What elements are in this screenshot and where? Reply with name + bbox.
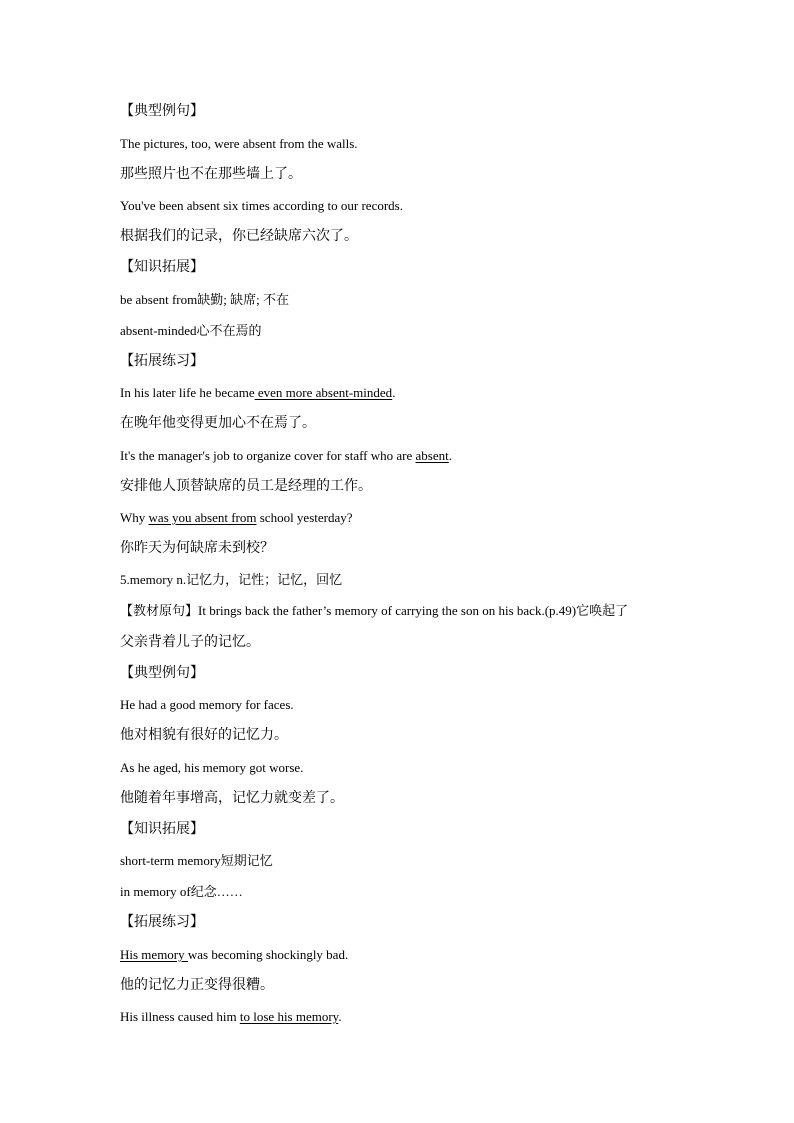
heading-typical-examples: 【典型例句】	[120, 104, 204, 119]
practice-sentence-cn: 你昨天为何缺席未到校？	[120, 541, 274, 556]
practice-sentence-en: His illness caused him to lose his memory.	[120, 1009, 342, 1024]
example-sentence-cn: 他对相貌有很好的记忆力。	[120, 728, 288, 743]
practice-sentence-cn: 他的记忆力正变得很糟。	[120, 978, 274, 993]
phrase-entry: be absent from缺勤; 缺席; 不在	[120, 292, 289, 307]
phrase-entry: in memory of纪念……	[120, 884, 243, 899]
practice-sentence-en: His memory was becoming shockingly bad.	[120, 947, 349, 962]
practice-sentence-cn: 在晚年他变得更加心不在焉了。	[120, 416, 316, 431]
example-sentence-en: As he aged, his memory got worse.	[120, 760, 304, 775]
phrase-entry: short-term memory短期记忆	[120, 853, 273, 868]
heading-extension-practice: 【拓展练习】	[120, 915, 204, 930]
example-sentence-en: The pictures, too, were absent from the walls.	[120, 136, 358, 151]
vocabulary-entry: 5.memory n.记忆力，记性；记忆，回忆	[120, 572, 343, 587]
answer-blank: even more absent-minded	[254, 385, 393, 400]
heading-typical-examples: 【典型例句】	[120, 666, 204, 681]
heading-extension-practice: 【拓展练习】	[120, 354, 204, 369]
answer-blank: His memory	[120, 947, 188, 962]
phrase-entry: absent-minded心不在焉的	[120, 323, 262, 338]
example-sentence-cn: 他随着年事增高，记忆力就变差了。	[120, 791, 344, 806]
example-sentence-cn: 根据我们的记录，你已经缺席六次了。	[120, 229, 358, 244]
example-sentence-en: You've been absent six times according to our records.	[120, 198, 403, 213]
heading-knowledge-extension: 【知识拓展】	[120, 822, 204, 837]
practice-sentence-en: In his later life he became even more absent-minded.	[120, 385, 396, 400]
practice-sentence-en: It's the manager's job to organize cover for staff who are absent.	[120, 448, 452, 463]
heading-knowledge-extension: 【知识拓展】	[120, 260, 204, 275]
textbook-original-sentence: 【教材原句】It brings back the father’s memory of carrying the son on his back.(p.49)它唤起了	[120, 603, 629, 618]
answer-blank: was you absent from	[148, 510, 257, 525]
answer-blank: absent	[415, 448, 449, 463]
practice-sentence-cn: 安排他人顶替缺席的员工是经理的工作。	[120, 479, 372, 494]
practice-sentence-en: Why was you absent from school yesterday?	[120, 510, 353, 525]
textbook-original-sentence-cont: 父亲背着儿子的记忆。	[120, 635, 260, 650]
example-sentence-cn: 那些照片也不在那些墙上了。	[120, 167, 302, 182]
answer-blank: to lose his memory	[239, 1009, 339, 1024]
example-sentence-en: He had a good memory for faces.	[120, 697, 294, 712]
